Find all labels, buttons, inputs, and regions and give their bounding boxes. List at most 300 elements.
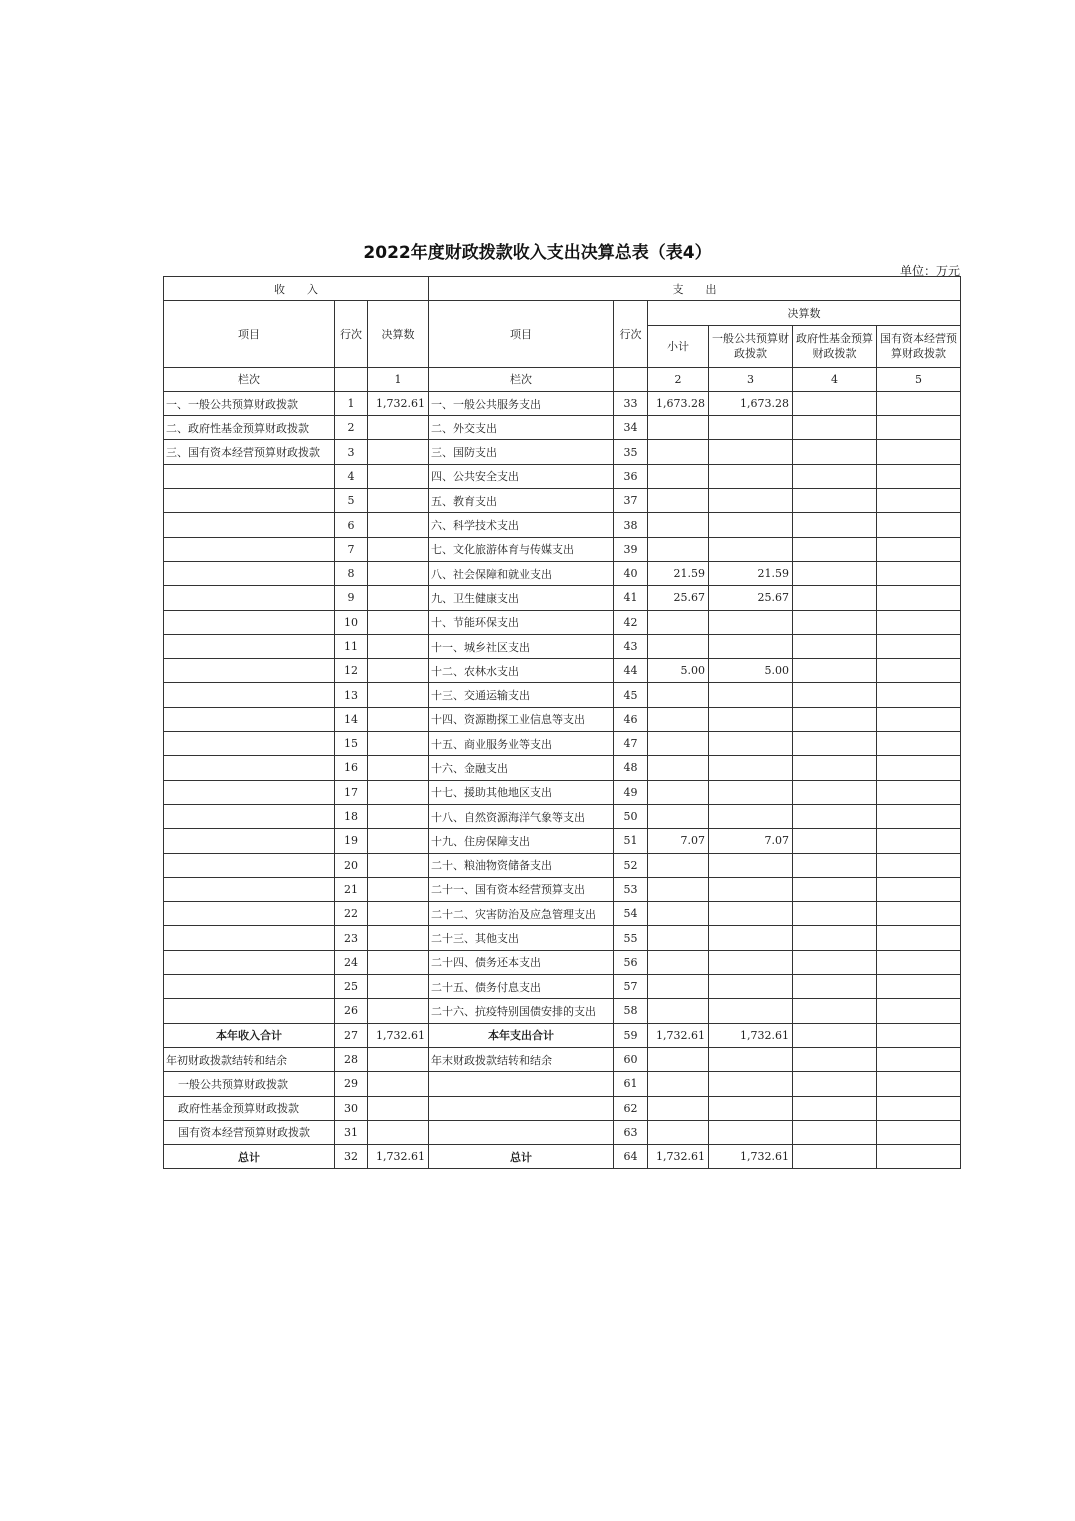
- expense-state-capital: [877, 489, 961, 513]
- end-61-no: 61: [614, 1072, 648, 1096]
- income-item: [164, 464, 335, 488]
- expense-state-capital: [877, 586, 961, 610]
- table-row: [164, 513, 961, 537]
- subtotal-header: 小计: [648, 325, 709, 367]
- table-row: [164, 416, 961, 440]
- expense-subtotal: [648, 877, 709, 901]
- income-amount: [368, 440, 429, 464]
- income-item: [164, 829, 335, 853]
- expense-item: 四、公共安全支出: [429, 464, 614, 488]
- expense-item: 二十二、灾害防治及应急管理支出: [429, 902, 614, 926]
- empty-cell: [368, 1120, 429, 1144]
- income-item: [164, 537, 335, 561]
- expense-gov-fund: [793, 489, 877, 513]
- income-amount: [368, 999, 429, 1023]
- income-line-no: 3: [335, 440, 368, 464]
- income-amount: [368, 756, 429, 780]
- expense-general-budget: 5.00: [709, 659, 793, 683]
- table-row: [164, 877, 961, 901]
- expense-line-no: 58: [614, 999, 648, 1023]
- expense-line-no: 55: [614, 926, 648, 950]
- expense-subtotal: 1,673.28: [648, 391, 709, 415]
- expense-item: 二十一、国有资本经营预算支出: [429, 877, 614, 901]
- empty-cell: [793, 1120, 877, 1144]
- income-line-no: 26: [335, 999, 368, 1023]
- empty-cell: [709, 1047, 793, 1071]
- expense-state-capital: [877, 610, 961, 634]
- income-amount-header: 决算数: [368, 301, 429, 367]
- income-item: 二、政府性基金预算财政拨款: [164, 416, 335, 440]
- income-line-no: 14: [335, 707, 368, 731]
- expense-gov-fund: [793, 513, 877, 537]
- begin-general-no: 29: [335, 1072, 368, 1096]
- col-2: 2: [648, 367, 709, 391]
- income-header: 收 入: [164, 277, 429, 301]
- expense-final-header: 决算数: [648, 301, 961, 325]
- expense-gov-fund: [793, 975, 877, 999]
- expense-subtotal: [648, 683, 709, 707]
- income-line-no: 16: [335, 756, 368, 780]
- begin-balance-label: 年初财政拨款结转和结余: [164, 1047, 335, 1071]
- expense-general-budget: 21.59: [709, 561, 793, 585]
- empty-cell: [793, 1145, 877, 1169]
- income-amount: [368, 853, 429, 877]
- expense-item: 十、节能环保支出: [429, 610, 614, 634]
- table-row: [164, 440, 961, 464]
- expense-state-capital: [877, 513, 961, 537]
- income-item: [164, 877, 335, 901]
- income-item: [164, 975, 335, 999]
- expense-state-capital: [877, 999, 961, 1023]
- income-item: [164, 610, 335, 634]
- grand-total-out-general: 1,732.61: [709, 1145, 793, 1169]
- table-row: [164, 804, 961, 828]
- income-item: [164, 634, 335, 658]
- expense-item: 二十六、抗疫特别国债安排的支出: [429, 999, 614, 1023]
- income-item: [164, 561, 335, 585]
- income-item: [164, 586, 335, 610]
- income-item: [164, 707, 335, 731]
- income-item-header: 项目: [164, 301, 335, 367]
- expense-line-col: [614, 367, 648, 391]
- expense-general-budget: 7.07: [709, 829, 793, 853]
- expense-subtotal: [648, 975, 709, 999]
- income-item: [164, 926, 335, 950]
- expense-subtotal: [648, 440, 709, 464]
- expense-general-budget: [709, 464, 793, 488]
- expense-general-budget: [709, 634, 793, 658]
- expense-item: 六、科学技术支出: [429, 513, 614, 537]
- income-amount: [368, 416, 429, 440]
- expense-state-capital: [877, 440, 961, 464]
- expense-header: 支 出: [429, 277, 961, 301]
- expense-state-capital: [877, 683, 961, 707]
- expense-general-budget: [709, 804, 793, 828]
- end-balance-label: 年末财政拨款结转和结余: [429, 1047, 614, 1071]
- expense-gov-fund: [793, 391, 877, 415]
- expense-subtotal: 5.00: [648, 659, 709, 683]
- col-5: 5: [877, 367, 961, 391]
- income-amount: 1,732.61: [368, 391, 429, 415]
- expense-subtotal: [648, 950, 709, 974]
- begin-fund-label: 政府性基金预算财政拨款: [164, 1096, 335, 1120]
- grand-total-in-amount: 1,732.61: [368, 1145, 429, 1169]
- grand-total-in-label: 总计: [164, 1145, 335, 1169]
- expense-subtotal: [648, 464, 709, 488]
- empty-cell: [877, 1120, 961, 1144]
- expense-general-budget: [709, 902, 793, 926]
- page-title: 2022年度财政拨款收入支出决算总表（表4）: [363, 243, 712, 263]
- expense-state-capital: [877, 950, 961, 974]
- expense-item: 一、一般公共服务支出: [429, 391, 614, 415]
- expense-subtotal: [648, 926, 709, 950]
- grand-total-out-subtotal: 1,732.61: [648, 1145, 709, 1169]
- expense-item: 十八、自然资源海洋气象等支出: [429, 804, 614, 828]
- expense-subtotal: 7.07: [648, 829, 709, 853]
- expense-line-no: 45: [614, 683, 648, 707]
- table-row: [164, 999, 961, 1023]
- expense-general-budget: [709, 707, 793, 731]
- expense-general-budget: [709, 975, 793, 999]
- expense-subtotal: [648, 634, 709, 658]
- income-amount: [368, 804, 429, 828]
- income-amount: [368, 537, 429, 561]
- income-line-no: 5: [335, 489, 368, 513]
- begin-capital-label: 国有资本经营预算财政拨款: [164, 1120, 335, 1144]
- income-item: [164, 756, 335, 780]
- expense-general-budget: [709, 537, 793, 561]
- empty-cell: [648, 1120, 709, 1144]
- income-line-no: 4: [335, 464, 368, 488]
- expense-column-label: 栏次: [429, 367, 614, 391]
- expense-gov-fund: [793, 853, 877, 877]
- expense-line-no: 34: [614, 416, 648, 440]
- income-line-no: 1: [335, 391, 368, 415]
- expense-general-budget: [709, 489, 793, 513]
- table-row: [164, 732, 961, 756]
- expense-line-no: 38: [614, 513, 648, 537]
- income-amount: [368, 902, 429, 926]
- grand-total-out-label: 总计: [429, 1145, 614, 1169]
- general-budget-header: 一般公共预算财政拨款: [709, 325, 793, 367]
- expense-line-no: 48: [614, 756, 648, 780]
- expense-subtotal: [648, 537, 709, 561]
- expense-general-budget: [709, 610, 793, 634]
- expense-state-capital: [877, 537, 961, 561]
- end-balance-no: 60: [614, 1047, 648, 1071]
- expense-line-no: 51: [614, 829, 648, 853]
- col-4: 4: [793, 367, 877, 391]
- expense-line-no: 41: [614, 586, 648, 610]
- table-row: [164, 756, 961, 780]
- expense-item: 二十、粮油物资储备支出: [429, 853, 614, 877]
- expense-general-budget: [709, 683, 793, 707]
- expense-state-capital: [877, 464, 961, 488]
- expense-gov-fund: [793, 586, 877, 610]
- expense-state-capital: [877, 975, 961, 999]
- expense-gov-fund: [793, 877, 877, 901]
- expense-item: 二十三、其他支出: [429, 926, 614, 950]
- table-row: [164, 950, 961, 974]
- income-amount: [368, 659, 429, 683]
- income-line-no: 2: [335, 416, 368, 440]
- expense-gov-fund: [793, 732, 877, 756]
- expense-subtotal: [648, 804, 709, 828]
- expense-line-header: 行次: [614, 301, 648, 367]
- expense-item: 九、卫生健康支出: [429, 586, 614, 610]
- expense-general-budget: [709, 877, 793, 901]
- expense-general-budget: [709, 513, 793, 537]
- expense-line-no: 52: [614, 853, 648, 877]
- expense-gov-fund: [793, 999, 877, 1023]
- empty-cell: [429, 1096, 614, 1120]
- income-amount: [368, 586, 429, 610]
- expense-item: 十五、商业服务业等支出: [429, 732, 614, 756]
- expense-item: 十七、援助其他地区支出: [429, 780, 614, 804]
- empty-cell: [368, 1072, 429, 1096]
- income-line-no: 12: [335, 659, 368, 683]
- income-line-no: 24: [335, 950, 368, 974]
- year-expense-general: 1,732.61: [709, 1023, 793, 1047]
- budget-table: [163, 276, 961, 1169]
- table-row: [164, 975, 961, 999]
- expense-gov-fund: [793, 659, 877, 683]
- expense-subtotal: 25.67: [648, 586, 709, 610]
- income-amount: [368, 926, 429, 950]
- income-line-no: 6: [335, 513, 368, 537]
- income-amount: [368, 683, 429, 707]
- empty-cell: [877, 1023, 961, 1047]
- empty-cell: [793, 1096, 877, 1120]
- empty-cell: [709, 1072, 793, 1096]
- income-item: [164, 513, 335, 537]
- income-line-no: 20: [335, 853, 368, 877]
- col-3: 3: [709, 367, 793, 391]
- expense-gov-fund: [793, 780, 877, 804]
- expense-gov-fund: [793, 440, 877, 464]
- expense-line-no: 49: [614, 780, 648, 804]
- income-amount: [368, 732, 429, 756]
- expense-state-capital: [877, 707, 961, 731]
- income-line-no: 9: [335, 586, 368, 610]
- table-row: [164, 537, 961, 561]
- expense-gov-fund: [793, 464, 877, 488]
- expense-state-capital: [877, 634, 961, 658]
- income-item: [164, 902, 335, 926]
- grand-total-in-no: 32: [335, 1145, 368, 1169]
- gov-fund-header: 政府性基金预算财政拨款: [793, 325, 877, 367]
- income-amount: [368, 975, 429, 999]
- income-item: [164, 732, 335, 756]
- expense-line-no: 56: [614, 950, 648, 974]
- expense-gov-fund: [793, 683, 877, 707]
- table-row: [164, 853, 961, 877]
- income-amount: [368, 464, 429, 488]
- empty-cell: [368, 1047, 429, 1071]
- year-expense-subtotal: 1,732.61: [648, 1023, 709, 1047]
- income-line-no: 13: [335, 683, 368, 707]
- income-item: [164, 853, 335, 877]
- income-line-no: 7: [335, 537, 368, 561]
- income-item: [164, 950, 335, 974]
- expense-state-capital: [877, 659, 961, 683]
- year-income-no: 27: [335, 1023, 368, 1047]
- table-row: [164, 634, 961, 658]
- income-line-no: 19: [335, 829, 368, 853]
- col-1: 1: [368, 367, 429, 391]
- expense-line-no: 37: [614, 489, 648, 513]
- income-line-no: 8: [335, 561, 368, 585]
- empty-cell: [368, 1096, 429, 1120]
- expense-line-no: 43: [614, 634, 648, 658]
- expense-state-capital: [877, 902, 961, 926]
- expense-general-budget: [709, 999, 793, 1023]
- expense-line-no: 36: [614, 464, 648, 488]
- income-amount: [368, 950, 429, 974]
- expense-item: 十三、交通运输支出: [429, 683, 614, 707]
- income-line-no: 23: [335, 926, 368, 950]
- begin-balance-no: 28: [335, 1047, 368, 1071]
- income-line-col: [335, 367, 368, 391]
- expense-item: 十一、城乡社区支出: [429, 634, 614, 658]
- expense-line-no: 33: [614, 391, 648, 415]
- income-item: [164, 804, 335, 828]
- empty-cell: [793, 1047, 877, 1071]
- income-amount: [368, 610, 429, 634]
- expense-general-budget: 1,673.28: [709, 391, 793, 415]
- expense-general-budget: [709, 732, 793, 756]
- income-amount: [368, 829, 429, 853]
- income-line-no: 22: [335, 902, 368, 926]
- empty-cell: [709, 1120, 793, 1144]
- expense-general-budget: [709, 853, 793, 877]
- end-62-no: 62: [614, 1096, 648, 1120]
- year-expense-no: 59: [614, 1023, 648, 1047]
- expense-gov-fund: [793, 561, 877, 585]
- expense-subtotal: [648, 756, 709, 780]
- expense-item: 二十五、债务付息支出: [429, 975, 614, 999]
- expense-line-no: 44: [614, 659, 648, 683]
- empty-cell: [429, 1120, 614, 1144]
- expense-gov-fund: [793, 804, 877, 828]
- expense-subtotal: 21.59: [648, 561, 709, 585]
- expense-state-capital: [877, 804, 961, 828]
- income-item: [164, 780, 335, 804]
- expense-subtotal: [648, 416, 709, 440]
- expense-line-no: 47: [614, 732, 648, 756]
- income-amount: [368, 877, 429, 901]
- expense-item: 二十四、债务还本支出: [429, 950, 614, 974]
- expense-state-capital: [877, 732, 961, 756]
- table-row: [164, 659, 961, 683]
- expense-subtotal: [648, 489, 709, 513]
- state-capital-header: 国有资本经营预算财政拨款: [877, 325, 961, 367]
- expense-subtotal: [648, 513, 709, 537]
- expense-general-budget: [709, 416, 793, 440]
- expense-subtotal: [648, 780, 709, 804]
- expense-line-no: 53: [614, 877, 648, 901]
- income-amount: [368, 513, 429, 537]
- empty-cell: [877, 1072, 961, 1096]
- income-item: [164, 999, 335, 1023]
- expense-general-budget: [709, 926, 793, 950]
- expense-gov-fund: [793, 950, 877, 974]
- table-row: [164, 391, 961, 415]
- income-amount: [368, 489, 429, 513]
- income-item: 一、一般公共预算财政拨款: [164, 391, 335, 415]
- expense-item: 二、外交支出: [429, 416, 614, 440]
- empty-cell: [709, 1096, 793, 1120]
- grand-total-out-no: 64: [614, 1145, 648, 1169]
- expense-gov-fund: [793, 756, 877, 780]
- income-line-no: 11: [335, 634, 368, 658]
- empty-cell: [648, 1072, 709, 1096]
- expense-general-budget: [709, 780, 793, 804]
- expense-state-capital: [877, 416, 961, 440]
- expense-gov-fund: [793, 610, 877, 634]
- table-row: [164, 683, 961, 707]
- end-63-no: 63: [614, 1120, 648, 1144]
- income-line-no: 21: [335, 877, 368, 901]
- expense-general-budget: [709, 440, 793, 464]
- income-item: [164, 659, 335, 683]
- income-item: [164, 489, 335, 513]
- expense-line-no: 40: [614, 561, 648, 585]
- expense-item: 十九、住房保障支出: [429, 829, 614, 853]
- expense-state-capital: [877, 853, 961, 877]
- expense-gov-fund: [793, 926, 877, 950]
- income-item: 三、国有资本经营预算财政拨款: [164, 440, 335, 464]
- empty-cell: [648, 1047, 709, 1071]
- expense-subtotal: [648, 610, 709, 634]
- begin-fund-no: 30: [335, 1096, 368, 1120]
- expense-subtotal: [648, 853, 709, 877]
- expense-item-header: 项目: [429, 301, 614, 367]
- expense-state-capital: [877, 391, 961, 415]
- expense-item: 十二、农林水支出: [429, 659, 614, 683]
- table-row: [164, 926, 961, 950]
- expense-gov-fund: [793, 707, 877, 731]
- income-line-no: 17: [335, 780, 368, 804]
- income-amount: [368, 634, 429, 658]
- expense-subtotal: [648, 902, 709, 926]
- expense-general-budget: [709, 950, 793, 974]
- expense-line-no: 39: [614, 537, 648, 561]
- expense-item: 七、文化旅游体育与传媒支出: [429, 537, 614, 561]
- empty-cell: [429, 1072, 614, 1096]
- begin-general-label: 一般公共预算财政拨款: [164, 1072, 335, 1096]
- expense-state-capital: [877, 877, 961, 901]
- empty-cell: [793, 1072, 877, 1096]
- expense-item: 十四、资源勘探工业信息等支出: [429, 707, 614, 731]
- income-line-no: 18: [335, 804, 368, 828]
- table-row: [164, 489, 961, 513]
- expense-state-capital: [877, 561, 961, 585]
- table-row: [164, 829, 961, 853]
- unit-label: 单位：万元: [899, 264, 960, 278]
- income-column-label: 栏次: [164, 367, 335, 391]
- expense-line-no: 54: [614, 902, 648, 926]
- expense-line-no: 57: [614, 975, 648, 999]
- year-income-amount: 1,732.61: [368, 1023, 429, 1047]
- income-line-header: 行次: [335, 301, 368, 367]
- expense-item: 十六、金融支出: [429, 756, 614, 780]
- expense-state-capital: [877, 780, 961, 804]
- table-row: [164, 464, 961, 488]
- expense-subtotal: [648, 732, 709, 756]
- income-line-no: 10: [335, 610, 368, 634]
- expense-gov-fund: [793, 416, 877, 440]
